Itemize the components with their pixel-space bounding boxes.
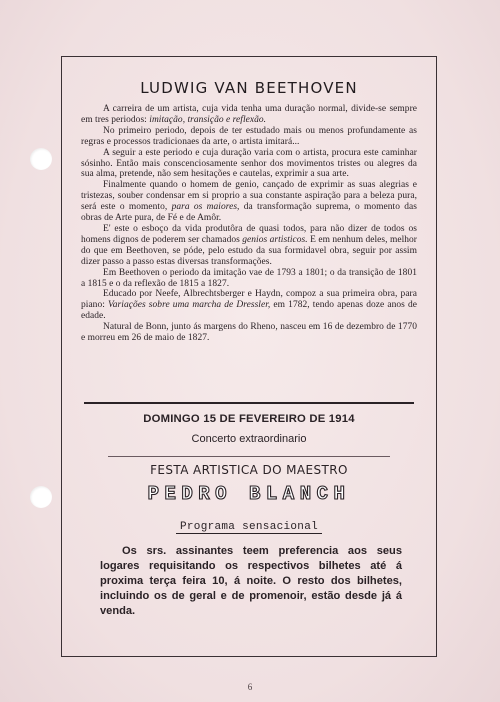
text-run: Finalmente quando o homem de genio, cançado de exprimir as suas alegrias e tristezas, souber condensar em si proprio a sua constante aspiração para a beleza pura, será este o momento, [81, 180, 417, 213]
article-paragraph [81, 104, 417, 126]
text-run: A seguir a este periodo e cuja duração varia com o artista, procura este caminhar sósinho. Então mais conscenciosamente senhor dos movimentos tristes ou alegres da sua alma, pretende, não sem hesitações e cautelas, exprimir a sua arte. [81, 147, 417, 180]
text-run: da transformação suprema, o momento das obras de Arte pura, de Fé e de Amôr. [81, 202, 417, 224]
notice-text: Os srs. assinantes teem preferencia aos seus logares requisitando os respectivos bilhetes até á proxima terça feira 10, á noite. O resto dos bilhetes, incluindo os de geral e de promenoir, estão desde já á venda. [100, 545, 402, 617]
article-paragraph [81, 180, 417, 224]
article-paragraph [81, 148, 417, 181]
document-frame [61, 56, 437, 657]
text-run: em 1782, tendo apenas doze anos de edade. [81, 300, 417, 322]
maestro-name: PEDRO BLANCH [147, 483, 351, 505]
festa-heading: FESTA ARTISTICA DO MAESTRO [150, 463, 348, 477]
article-paragraph [81, 289, 417, 322]
thin-divider [108, 456, 390, 457]
article-body [81, 104, 417, 344]
text-run: A carreira de um artista, cuja vida tenha uma duração normal, divide-se sempre em tres periodos: [81, 104, 417, 125]
programa-line [62, 516, 436, 534]
italic-run: para os maiores, [171, 202, 240, 213]
text-run: Educado por Neefe, Albrechtsberger e Haydn, compoz a sua primeira obra, para piano: [81, 289, 417, 311]
article-paragraph [81, 224, 417, 268]
article-paragraph [81, 322, 417, 344]
subscriber-notice [100, 544, 402, 619]
punch-hole [30, 486, 52, 508]
article-paragraph [81, 126, 417, 148]
text-run: E' este o esboço da vida produtôra de quasi todos, para não dizer de todos os homens dignos de poderem ser chamados [81, 223, 417, 245]
page-mark: 6 [247, 682, 253, 692]
italic-run: genios artisticos. [242, 234, 308, 245]
text-run: No primeiro periodo, depois de ter estudado mais ou menos profundamente as regras e processos tradicionaes da arte, o artista imitará... [81, 125, 417, 147]
article-title: LUDWIG VAN BEETHOVEN [140, 79, 358, 97]
event-date: DOMINGO 15 DE FEVEREIRO DE 1914 [143, 413, 355, 425]
punch-hole [30, 148, 52, 170]
article-paragraph [81, 268, 417, 290]
text-run: Natural de Bonn, junto ás margens do Rheno, nasceu em 16 de dezembro de 1770 e morreu em 26 de maio de 1827. [81, 322, 417, 344]
italic-run: imitação, transição e reflexão. [149, 114, 267, 125]
italic-run: Variações sobre uma marcha de Dressler, [108, 300, 271, 311]
programa-label: Programa sensacional [176, 521, 322, 534]
section-divider [84, 402, 414, 404]
event-subtitle: Concerto extraordinario [191, 433, 307, 445]
text-run: E em nenhum deles, melhor do que em Beethoven, se póde, pelo estudo da sua formidavel obra, seguir por assim dizer passo a passo estas diversas transformações. [81, 234, 417, 267]
text-run: Em Beethoven o periodo da imitação vae de 1793 a 1801; o da transição de 1801 a 1815 e o da reflexão de 1815 a 1827. [81, 267, 417, 289]
